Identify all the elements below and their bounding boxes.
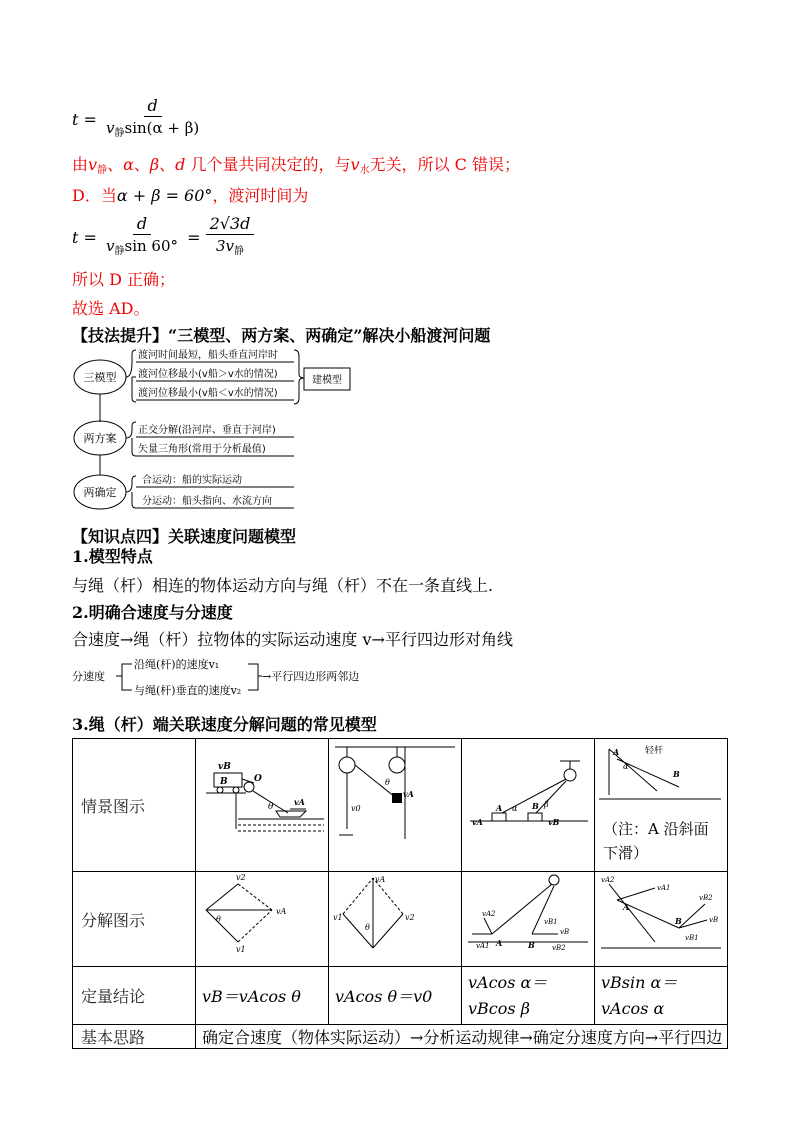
row-head-decomp: 分解图示 [73, 872, 196, 967]
final-answer: 故选 AD。 [72, 299, 150, 318]
svg-text:A: A [496, 938, 503, 948]
svg-text:B: B [673, 769, 680, 779]
component-velocity-diagram [72, 654, 412, 702]
conclusion-d: 所以 D 正确； [72, 270, 176, 289]
svg-text:A: A [496, 803, 503, 813]
scene-1 [196, 739, 329, 872]
svg-text:vB: vB [709, 916, 719, 924]
text-1: 与绳（杆）相连的物体运动方向与绳（杆）不在一条直线上. [72, 576, 494, 595]
svg-text:θ: θ [365, 923, 370, 932]
svg-text:B: B [220, 777, 228, 787]
numerator: d [144, 96, 162, 117]
formula-time [72, 96, 203, 145]
svg-text:v2: v2 [405, 913, 415, 922]
svg-text:合运动：船的实际运动: 合运动：船的实际运动 [142, 475, 242, 486]
svg-text:θ: θ [385, 778, 390, 787]
svg-text:α: α [623, 762, 629, 771]
mindmap-diagram [72, 344, 372, 514]
svg-text:vA2: vA2 [482, 910, 496, 918]
decomp-4 [595, 872, 728, 967]
svg-text:vA1: vA1 [657, 884, 671, 892]
svg-text:vB1: vB1 [544, 918, 558, 926]
svg-text:A: A [613, 747, 620, 757]
tip-heading: 【技法提升】“三模型、两方案、两确定”解决小船渡河问题 [72, 326, 491, 345]
svg-text:渡河时间最短，船头垂直河岸时: 渡河时间最短，船头垂直河岸时 [138, 350, 278, 361]
explanation-line: 由$v_静$、α、β、d 几个量共同决定的，与$v_水$无关，所以 C 错误； [72, 155, 520, 176]
decomp-4-icon [595, 872, 727, 962]
decomp-1 [196, 872, 329, 967]
svg-text:沿绳(杆)的速度v₁: 沿绳(杆)的速度v₁ [134, 658, 220, 671]
svg-text:A: A [623, 902, 630, 912]
svg-text:vA: vA [294, 797, 305, 807]
svg-text:v1: v1 [333, 913, 343, 922]
section4-heading: 【知识点四】关联速度问题模型 [72, 527, 297, 546]
svg-text:B: B [675, 916, 682, 926]
row-head-scene: 情景图示 [73, 739, 196, 872]
svg-text:v2: v2 [236, 873, 246, 882]
conclusion-3: vAcos α＝ vBcos β [462, 967, 595, 1025]
svg-text:β: β [544, 800, 549, 809]
svg-text:θ: θ [268, 802, 274, 812]
svg-text:两方案: 两方案 [83, 432, 117, 445]
scene-boat-rope-icon [196, 739, 328, 867]
decomp-3 [462, 872, 595, 967]
svg-text:建模型: 建模型 [312, 375, 342, 386]
svg-text:渡河位移最小(v船＜v水的情况): 渡河位移最小(v船＜v水的情况) [138, 388, 278, 399]
basic-idea: 确定合速度（物体实际运动）→分析运动规律→确定分速度方向→平行四边 [196, 1025, 728, 1049]
option-d-line: D．当α + β = 60°，渡河时间为 [72, 186, 309, 205]
svg-text:vB1: vB1 [685, 934, 699, 942]
row-head-conclusion: 定量结论 [73, 967, 196, 1025]
svg-text:vB: vB [548, 817, 560, 827]
svg-text:vB2: vB2 [699, 894, 713, 902]
svg-text:三模型: 三模型 [83, 371, 117, 384]
svg-text:渡河位移最小(v船＞v水的情况): 渡河位移最小(v船＞v水的情况) [138, 369, 278, 380]
svg-text:分运动：船头指向、水流方向: 分运动：船头指向、水流方向 [142, 496, 272, 507]
text-2: 合速度→绳（杆）拉物体的实际运动速度 v→平行四边形对角线 [72, 630, 513, 649]
svg-text:vA: vA [403, 789, 414, 799]
subheading-3: 3.绳（杆）端关联速度分解问题的常见模型 [72, 715, 377, 734]
svg-text:vB2: vB2 [552, 944, 566, 952]
svg-text:B: B [528, 940, 535, 950]
svg-text:矢量三角形(常用于分析最值): 矢量三角形(常用于分析最值) [138, 444, 266, 455]
scene-2 [329, 739, 462, 872]
svg-text:与绳(杆)垂直的速度v₂: 与绳(杆)垂直的速度v₂ [134, 684, 242, 697]
decomp-1-icon [196, 872, 328, 962]
scene-pulley-icon [329, 739, 461, 867]
svg-text:vA: vA [472, 817, 483, 827]
svg-text:→平行四边形两邻边: →平行四边形两邻边 [262, 670, 360, 683]
svg-text:vA: vA [276, 907, 287, 916]
svg-text:分速度: 分速度 [72, 670, 105, 683]
svg-text:vB: vB [218, 762, 231, 772]
svg-text:正交分解(沿河岸、垂直于河岸): 正交分解(沿河岸、垂直于河岸) [138, 425, 276, 436]
denominator: $v_静\sin(\alpha + \beta)$ [106, 119, 200, 139]
svg-text:α: α [512, 804, 518, 813]
svg-text:vA1: vA1 [476, 942, 490, 950]
svg-text:vA: vA [375, 875, 386, 884]
svg-text:vA2: vA2 [601, 876, 615, 884]
svg-text:v1: v1 [236, 945, 246, 954]
decomp-2 [329, 872, 462, 967]
row-head-idea: 基本思路 [73, 1025, 196, 1049]
svg-text:轻杆: 轻杆 [645, 746, 664, 756]
formula-lhs: t = [72, 110, 97, 129]
conclusion-2: vAcos θ＝v0 [329, 967, 462, 1025]
models-table [72, 738, 728, 1049]
decomp-3-icon [462, 872, 594, 962]
scene-note: （注：A 沿斜面下滑） [603, 820, 709, 862]
conclusion-4: vBsin α＝ vAcos α [595, 967, 728, 1025]
conclusion-1: vB＝vAcos θ [196, 967, 329, 1025]
decomp-2-icon [329, 872, 461, 962]
svg-text:两确定: 两确定 [83, 486, 117, 499]
svg-text:v0: v0 [351, 804, 361, 813]
scene-rod-icon [595, 743, 727, 813]
svg-text:O: O [254, 774, 262, 784]
scene-3 [462, 739, 595, 872]
scene-4 [595, 739, 728, 872]
formula-time-60: t = $\frac{d}{v_静\sin 60^\circ}$ = $\frac{2√3d}{3v_静}$ [72, 214, 254, 263]
svg-text:vB: vB [560, 928, 570, 936]
scene-two-blocks-icon [462, 739, 594, 867]
subheading-1: 1.模型特点 [72, 547, 153, 566]
fraction [102, 96, 203, 145]
subheading-2: 2.明确合速度与分速度 [72, 603, 233, 622]
svg-text:θ: θ [216, 915, 221, 924]
svg-text:B: B [532, 801, 539, 811]
